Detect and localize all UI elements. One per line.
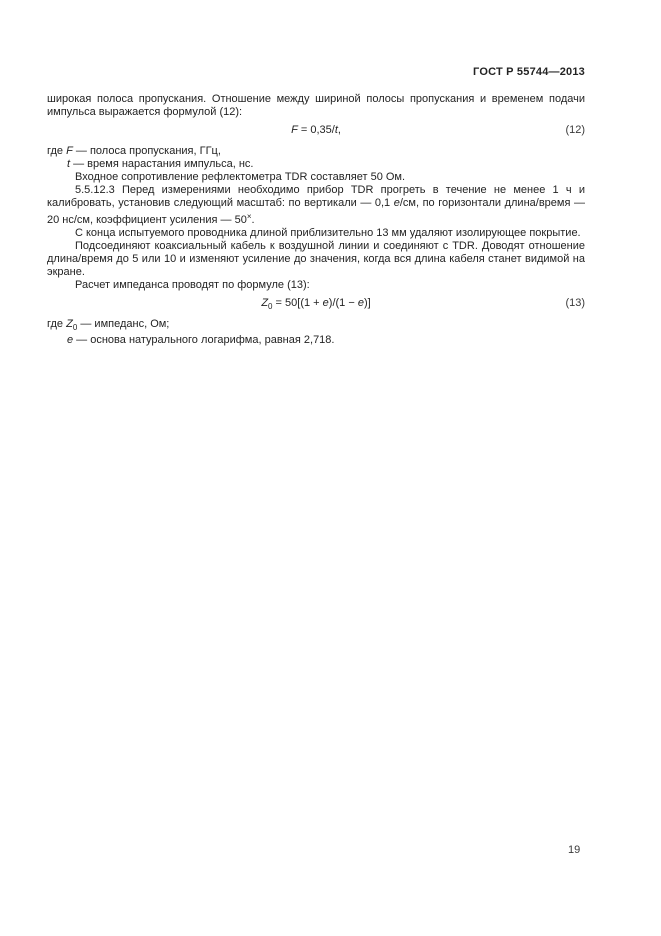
formula-12-expression <box>291 124 341 136</box>
paragraph-5-5-12-3 <box>47 184 585 227</box>
formula-12 <box>47 124 585 137</box>
document-content <box>47 66 585 347</box>
page-number: 19 <box>568 844 581 856</box>
where-12-line-t <box>47 158 585 171</box>
where-12-var-t: t <box>67 158 71 170</box>
paragraph-intro: широкая полоса пропускания. Отношение между шириной полосы пропускания и временем подачи импульса выражается формулой (12): <box>47 93 585 118</box>
where-12-lead: где <box>47 145 67 157</box>
equation-number-13: (13) <box>565 297 585 309</box>
where-12-var-f: F <box>66 145 73 157</box>
formula-13-tail: )] <box>363 297 371 309</box>
where-definitions-12 <box>47 145 585 171</box>
where-13-line-e <box>47 334 585 347</box>
where-13-lead: где <box>47 318 67 330</box>
paragraph-5-5-12-3-part3: . <box>251 214 255 226</box>
formula-13-var-e2: e <box>357 297 364 309</box>
document-header: ГОСТ Р 55744—2013 <box>473 66 585 78</box>
formula-13 <box>47 297 585 310</box>
formula-13-body: = 50[(1 + <box>272 297 323 309</box>
formula-12-var-t: t <box>334 124 338 136</box>
where-12-t-desc: — время нарастания импульса, нс. <box>70 158 254 170</box>
where-12-line-f <box>47 145 585 158</box>
formula-12-body: = 0,35/ <box>297 124 335 136</box>
where-12-f-desc: — полоса пропускания, ГГц, <box>72 145 221 157</box>
formula-13-expression <box>261 297 370 309</box>
paragraph-calc-impedance: Расчет импеданса проводят по формуле (13): <box>75 279 310 291</box>
where-13-sub-z: 0 <box>72 323 78 332</box>
paragraph-5-5-12-3-gain-sup: × <box>246 212 252 221</box>
where-13-line-z <box>47 318 585 334</box>
formula-12-tail: , <box>337 124 341 136</box>
equation-number-12: (12) <box>565 124 585 136</box>
where-definitions-13 <box>47 318 585 347</box>
paragraph-strip-coating: С конца испытуемого проводника длиной приблизительно 13 мм удаляют изолирующее покрытие. <box>75 227 581 239</box>
paragraph-5-5-12-3-part1: 5.5.12.3 Перед измерениями необходимо прибор TDR прогреть в течение не менее 1 ч и калибровать, установив следующий масштаб: по вертикали — 0,1 <box>47 184 585 209</box>
paragraph-5-5-12-3-part2: /см, по горизонтали длина/время — 20 нс/см, коэффициент усиления — 50 <box>47 197 585 226</box>
where-13-z-desc: — импеданс, Ом; <box>77 318 170 330</box>
paragraph-connect: Подсоединяют коаксиальный кабель к воздушной линии и соединяют с TDR. Доводят отношение длина/время до 5 или 10 и изменяют усиление до значения, когда вся длина кабеля станет видимой на экране. <box>47 240 585 278</box>
formula-13-sub-z: 0 <box>268 302 273 311</box>
paragraph-input-resistance: Входное сопротивление рефлектометра TDR составляет 50 Ом. <box>75 171 406 183</box>
formula-13-mid: )/(1 − <box>328 297 358 309</box>
formula-12-var-f: F <box>291 124 298 136</box>
where-13-var-e: е <box>67 334 74 346</box>
where-13-var-z: Z <box>66 318 73 330</box>
paragraph-5-5-12-3-var-e: е <box>393 197 400 209</box>
formula-13-var-z: Z <box>261 297 269 309</box>
where-13-e-desc: — основа натурального логарифма, равная 2,718. <box>73 334 335 346</box>
formula-13-var-e1: e <box>322 297 329 309</box>
